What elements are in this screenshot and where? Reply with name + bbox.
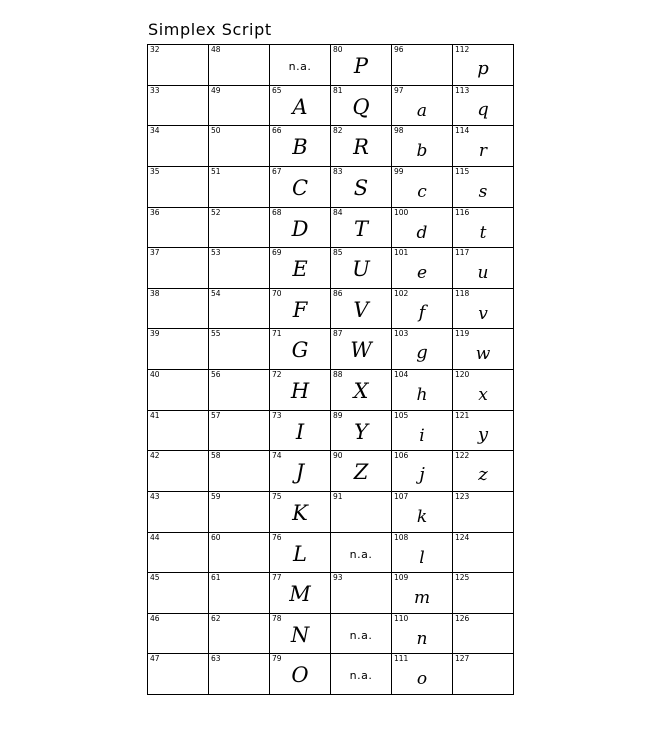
script-glyph: h: [416, 385, 428, 405]
char-cell: [209, 166, 270, 207]
char-code: 39: [150, 329, 160, 339]
char-code: 84: [333, 207, 343, 217]
script-glyph: P: [353, 54, 369, 78]
char-code: 55: [211, 329, 221, 339]
table-row: [148, 451, 514, 492]
char-code: 85: [333, 248, 343, 258]
char-code: 77: [272, 573, 282, 583]
char-code: 72: [272, 370, 282, 379]
script-glyph: E: [292, 257, 308, 282]
char-code: 102: [394, 288, 409, 298]
script-glyph: q: [477, 98, 489, 120]
table-row: [148, 248, 514, 289]
char-cell: [392, 573, 453, 614]
char-code: 50: [211, 126, 221, 136]
char-code: 125: [455, 573, 470, 583]
char-code: 58: [211, 451, 221, 461]
script-glyph: p: [477, 58, 489, 79]
char-cell: [392, 329, 453, 370]
char-code: 44: [150, 532, 160, 542]
char-cell: [331, 126, 392, 167]
script-glyph: C: [291, 175, 309, 200]
script-glyph: G: [291, 338, 309, 363]
char-cell: [392, 85, 453, 126]
char-code: 53: [211, 248, 221, 258]
char-code: 120: [455, 370, 470, 379]
char-cell: [270, 166, 331, 207]
char-code: 45: [150, 573, 160, 583]
script-glyph: D: [291, 216, 309, 241]
char-cell: [453, 329, 514, 370]
script-glyph: U: [352, 257, 370, 282]
char-cell: [453, 532, 514, 573]
char-code: 78: [272, 613, 282, 623]
char-code: 82: [333, 126, 343, 136]
script-glyph: c: [417, 181, 427, 202]
char-cell: [331, 85, 392, 126]
char-cell: [453, 248, 514, 289]
script-glyph: x: [478, 385, 488, 405]
char-cell: [209, 410, 270, 451]
char-cell: [270, 491, 331, 532]
script-glyph: k: [416, 506, 428, 527]
char-cell: [392, 370, 453, 411]
char-code: 70: [272, 288, 282, 298]
char-cell: [392, 45, 453, 86]
char-code: 123: [455, 491, 470, 501]
char-cell: [209, 573, 270, 614]
char-code: 34: [150, 126, 160, 136]
char-cell: [270, 654, 331, 695]
table-row: [148, 288, 514, 329]
char-cell: [270, 207, 331, 248]
table-row: [148, 85, 514, 126]
script-glyph: a: [416, 100, 428, 121]
char-code: 38: [150, 288, 160, 298]
char-cell: [209, 288, 270, 329]
char-code: 61: [211, 573, 221, 583]
char-code: 79: [272, 654, 282, 664]
char-cell: [270, 126, 331, 167]
char-code: 117: [455, 248, 470, 258]
char-cell: [270, 248, 331, 289]
char-cell: [392, 654, 453, 695]
char-cell: [392, 410, 453, 451]
char-code: 73: [272, 410, 282, 420]
script-glyph: e: [416, 263, 428, 284]
char-cell: [148, 370, 209, 411]
script-glyph: n: [416, 628, 428, 649]
char-cell: [453, 410, 514, 451]
char-cell: [148, 85, 209, 126]
char-code: 65: [272, 85, 282, 95]
char-code: 47: [150, 654, 160, 664]
char-code: 109: [394, 573, 409, 583]
char-cell: [209, 126, 270, 167]
char-cell: [209, 451, 270, 492]
script-glyph: F: [292, 297, 308, 322]
char-code: 122: [455, 451, 470, 461]
char-code: 127: [455, 654, 470, 664]
script-glyph: u: [477, 263, 489, 284]
table-row: [148, 166, 514, 207]
char-code: 74: [272, 451, 282, 461]
char-cell: [453, 573, 514, 614]
script-glyph: R: [353, 135, 369, 160]
char-cell: [331, 166, 392, 207]
char-code: 32: [150, 45, 160, 54]
char-code: 62: [211, 613, 221, 623]
char-cell: [453, 654, 514, 695]
char-cell: [270, 532, 331, 573]
char-cell: [331, 207, 392, 248]
char-code: 100: [394, 207, 409, 217]
table-row: [148, 329, 514, 370]
script-glyph: L: [293, 541, 307, 566]
char-code: 119: [455, 329, 470, 339]
not-available-label: n.a.: [349, 547, 373, 561]
script-glyph: T: [353, 216, 368, 241]
char-code: 56: [211, 370, 221, 379]
char-cell: [209, 329, 270, 370]
char-cell: [148, 45, 209, 86]
char-cell: [453, 85, 514, 126]
char-code: 51: [211, 166, 221, 176]
char-cell: [331, 410, 392, 451]
table-row: [148, 613, 514, 654]
char-cell: [392, 166, 453, 207]
script-glyph: A: [292, 94, 308, 119]
script-glyph: K: [292, 500, 308, 525]
char-cell: [270, 370, 331, 411]
table-row: [148, 573, 514, 614]
char-code: 66: [272, 126, 282, 136]
char-code: 71: [272, 329, 282, 339]
table-row: [148, 370, 514, 411]
char-cell: [392, 207, 453, 248]
char-cell: [453, 166, 514, 207]
script-glyph: r: [478, 141, 488, 162]
char-code: 121: [455, 410, 470, 420]
char-code: 57: [211, 410, 221, 420]
not-available-label: n.a.: [349, 669, 373, 683]
char-cell: [331, 491, 392, 532]
char-cell: [209, 248, 270, 289]
char-cell: [392, 451, 453, 492]
script-glyph: i: [419, 425, 425, 446]
char-cell: [453, 370, 514, 411]
script-glyph: N: [290, 622, 310, 647]
char-code: 81: [333, 85, 343, 95]
char-code: 87: [333, 329, 343, 339]
char-code: 37: [150, 248, 160, 258]
page-title: Simplex Script: [148, 20, 272, 39]
char-code: 103: [394, 329, 409, 339]
char-code: 106: [394, 451, 409, 461]
char-code: 59: [211, 491, 221, 501]
char-code: 124: [455, 532, 470, 542]
char-code: 60: [211, 532, 221, 542]
char-cell: [392, 532, 453, 573]
script-glyph: W: [350, 338, 372, 363]
char-cell: [270, 329, 331, 370]
char-code: 67: [272, 166, 282, 176]
char-cell: [453, 45, 514, 86]
char-cell: [148, 532, 209, 573]
char-code: 116: [455, 207, 470, 217]
char-code: 93: [333, 573, 343, 583]
char-cell: [209, 491, 270, 532]
script-glyph: o: [416, 669, 428, 690]
char-cell: [148, 491, 209, 532]
script-glyph: O: [291, 663, 309, 688]
char-code: 115: [455, 166, 470, 176]
script-glyph: y: [477, 423, 489, 445]
char-code: 86: [333, 288, 343, 298]
char-cell: [148, 126, 209, 167]
char-cell: [148, 573, 209, 614]
char-code: 113: [455, 85, 470, 95]
script-glyph: H: [290, 379, 310, 403]
char-cell: [270, 288, 331, 329]
char-cell: [148, 248, 209, 289]
char-code: 42: [150, 451, 160, 461]
char-cell: [148, 207, 209, 248]
not-available-label: n.a.: [288, 60, 312, 73]
script-glyph: d: [416, 222, 428, 243]
char-cell: [453, 207, 514, 248]
script-glyph: f: [418, 301, 426, 323]
script-glyph: v: [478, 303, 488, 324]
char-cell: [331, 654, 392, 695]
char-cell: [148, 329, 209, 370]
char-code: 90: [333, 451, 343, 461]
char-cell: [209, 45, 270, 86]
char-cell: [453, 126, 514, 167]
script-glyph: w: [475, 344, 491, 365]
char-code: 107: [394, 491, 409, 501]
char-cell: [331, 329, 392, 370]
char-code: 63: [211, 654, 221, 664]
char-cell: [331, 573, 392, 614]
script-glyph: B: [292, 135, 308, 160]
char-cell: [453, 491, 514, 532]
script-glyph: t: [479, 222, 487, 243]
char-cell: [453, 288, 514, 329]
char-cell: [392, 613, 453, 654]
char-cell: [209, 85, 270, 126]
char-cell: [148, 654, 209, 695]
char-cell: [392, 491, 453, 532]
char-cell: [392, 248, 453, 289]
char-code: 76: [272, 532, 282, 542]
table-row: [148, 126, 514, 167]
table-row: [148, 491, 514, 532]
char-code: 104: [394, 370, 409, 379]
script-glyph: Q: [352, 94, 370, 119]
char-code: 52: [211, 207, 221, 217]
char-cell: [331, 45, 392, 86]
char-code: 91: [333, 491, 343, 501]
char-code: 48: [211, 45, 221, 54]
char-cell: [209, 613, 270, 654]
char-code: 54: [211, 288, 221, 298]
char-code: 112: [455, 45, 470, 54]
char-code: 96: [394, 45, 404, 54]
char-code: 83: [333, 166, 343, 176]
char-cell: [392, 288, 453, 329]
char-cell: [392, 126, 453, 167]
char-cell: [270, 451, 331, 492]
char-code: 49: [211, 85, 221, 95]
not-available-label: n.a.: [349, 628, 373, 642]
script-glyph: S: [353, 175, 369, 200]
script-glyph: m: [413, 588, 431, 609]
char-cell: [453, 613, 514, 654]
table-row: [148, 207, 514, 248]
char-cell: [209, 370, 270, 411]
script-glyph: z: [478, 464, 488, 486]
char-code: 105: [394, 410, 409, 420]
char-code: 118: [455, 288, 470, 298]
table-row: [148, 45, 514, 86]
char-cell: [331, 288, 392, 329]
char-code: 40: [150, 370, 160, 379]
char-cell: [331, 248, 392, 289]
char-code: 75: [272, 491, 282, 501]
char-cell: [331, 532, 392, 573]
char-code: 114: [455, 126, 470, 136]
script-glyph: l: [419, 547, 425, 568]
char-code: 35: [150, 166, 160, 176]
char-cell: [209, 532, 270, 573]
table-row: [148, 532, 514, 573]
char-code: 36: [150, 207, 160, 217]
script-glyph: Z: [353, 460, 369, 485]
char-code: 41: [150, 410, 160, 420]
char-cell: [331, 613, 392, 654]
script-glyph: g: [416, 342, 428, 364]
char-code: 33: [150, 85, 160, 95]
char-code: 97: [394, 85, 404, 95]
script-glyph: V: [353, 297, 369, 322]
table-row: [148, 410, 514, 451]
char-cell: [148, 410, 209, 451]
script-glyph: M: [289, 582, 311, 607]
script-glyph: Y: [354, 419, 368, 444]
script-glyph: X: [353, 379, 369, 403]
char-cell: [270, 45, 331, 86]
character-table: [147, 44, 514, 695]
char-cell: [331, 370, 392, 411]
script-glyph: j: [419, 464, 425, 486]
char-cell: [148, 613, 209, 654]
char-code: 126: [455, 613, 470, 623]
char-code: 46: [150, 613, 160, 623]
char-cell: [148, 166, 209, 207]
script-glyph: J: [295, 460, 305, 485]
char-cell: [270, 613, 331, 654]
table-row: [148, 654, 514, 695]
char-code: 111: [394, 654, 409, 664]
char-code: 101: [394, 248, 409, 258]
char-code: 69: [272, 248, 282, 258]
char-code: 88: [333, 370, 343, 379]
char-code: 98: [394, 126, 404, 136]
char-cell: [270, 573, 331, 614]
char-cell: [209, 207, 270, 248]
char-cell: [453, 451, 514, 492]
char-code: 108: [394, 532, 409, 542]
script-glyph: I: [295, 419, 305, 444]
char-cell: [270, 85, 331, 126]
char-cell: [270, 410, 331, 451]
char-cell: [148, 288, 209, 329]
script-glyph: b: [416, 141, 428, 162]
script-glyph: s: [478, 181, 488, 202]
char-code: 110: [394, 613, 409, 623]
char-cell: [148, 451, 209, 492]
char-code: 80: [333, 45, 343, 54]
char-code: 99: [394, 166, 404, 176]
char-code: 43: [150, 491, 160, 501]
char-cell: [209, 654, 270, 695]
char-code: 89: [333, 410, 343, 420]
char-cell: [331, 451, 392, 492]
char-code: 68: [272, 207, 282, 217]
